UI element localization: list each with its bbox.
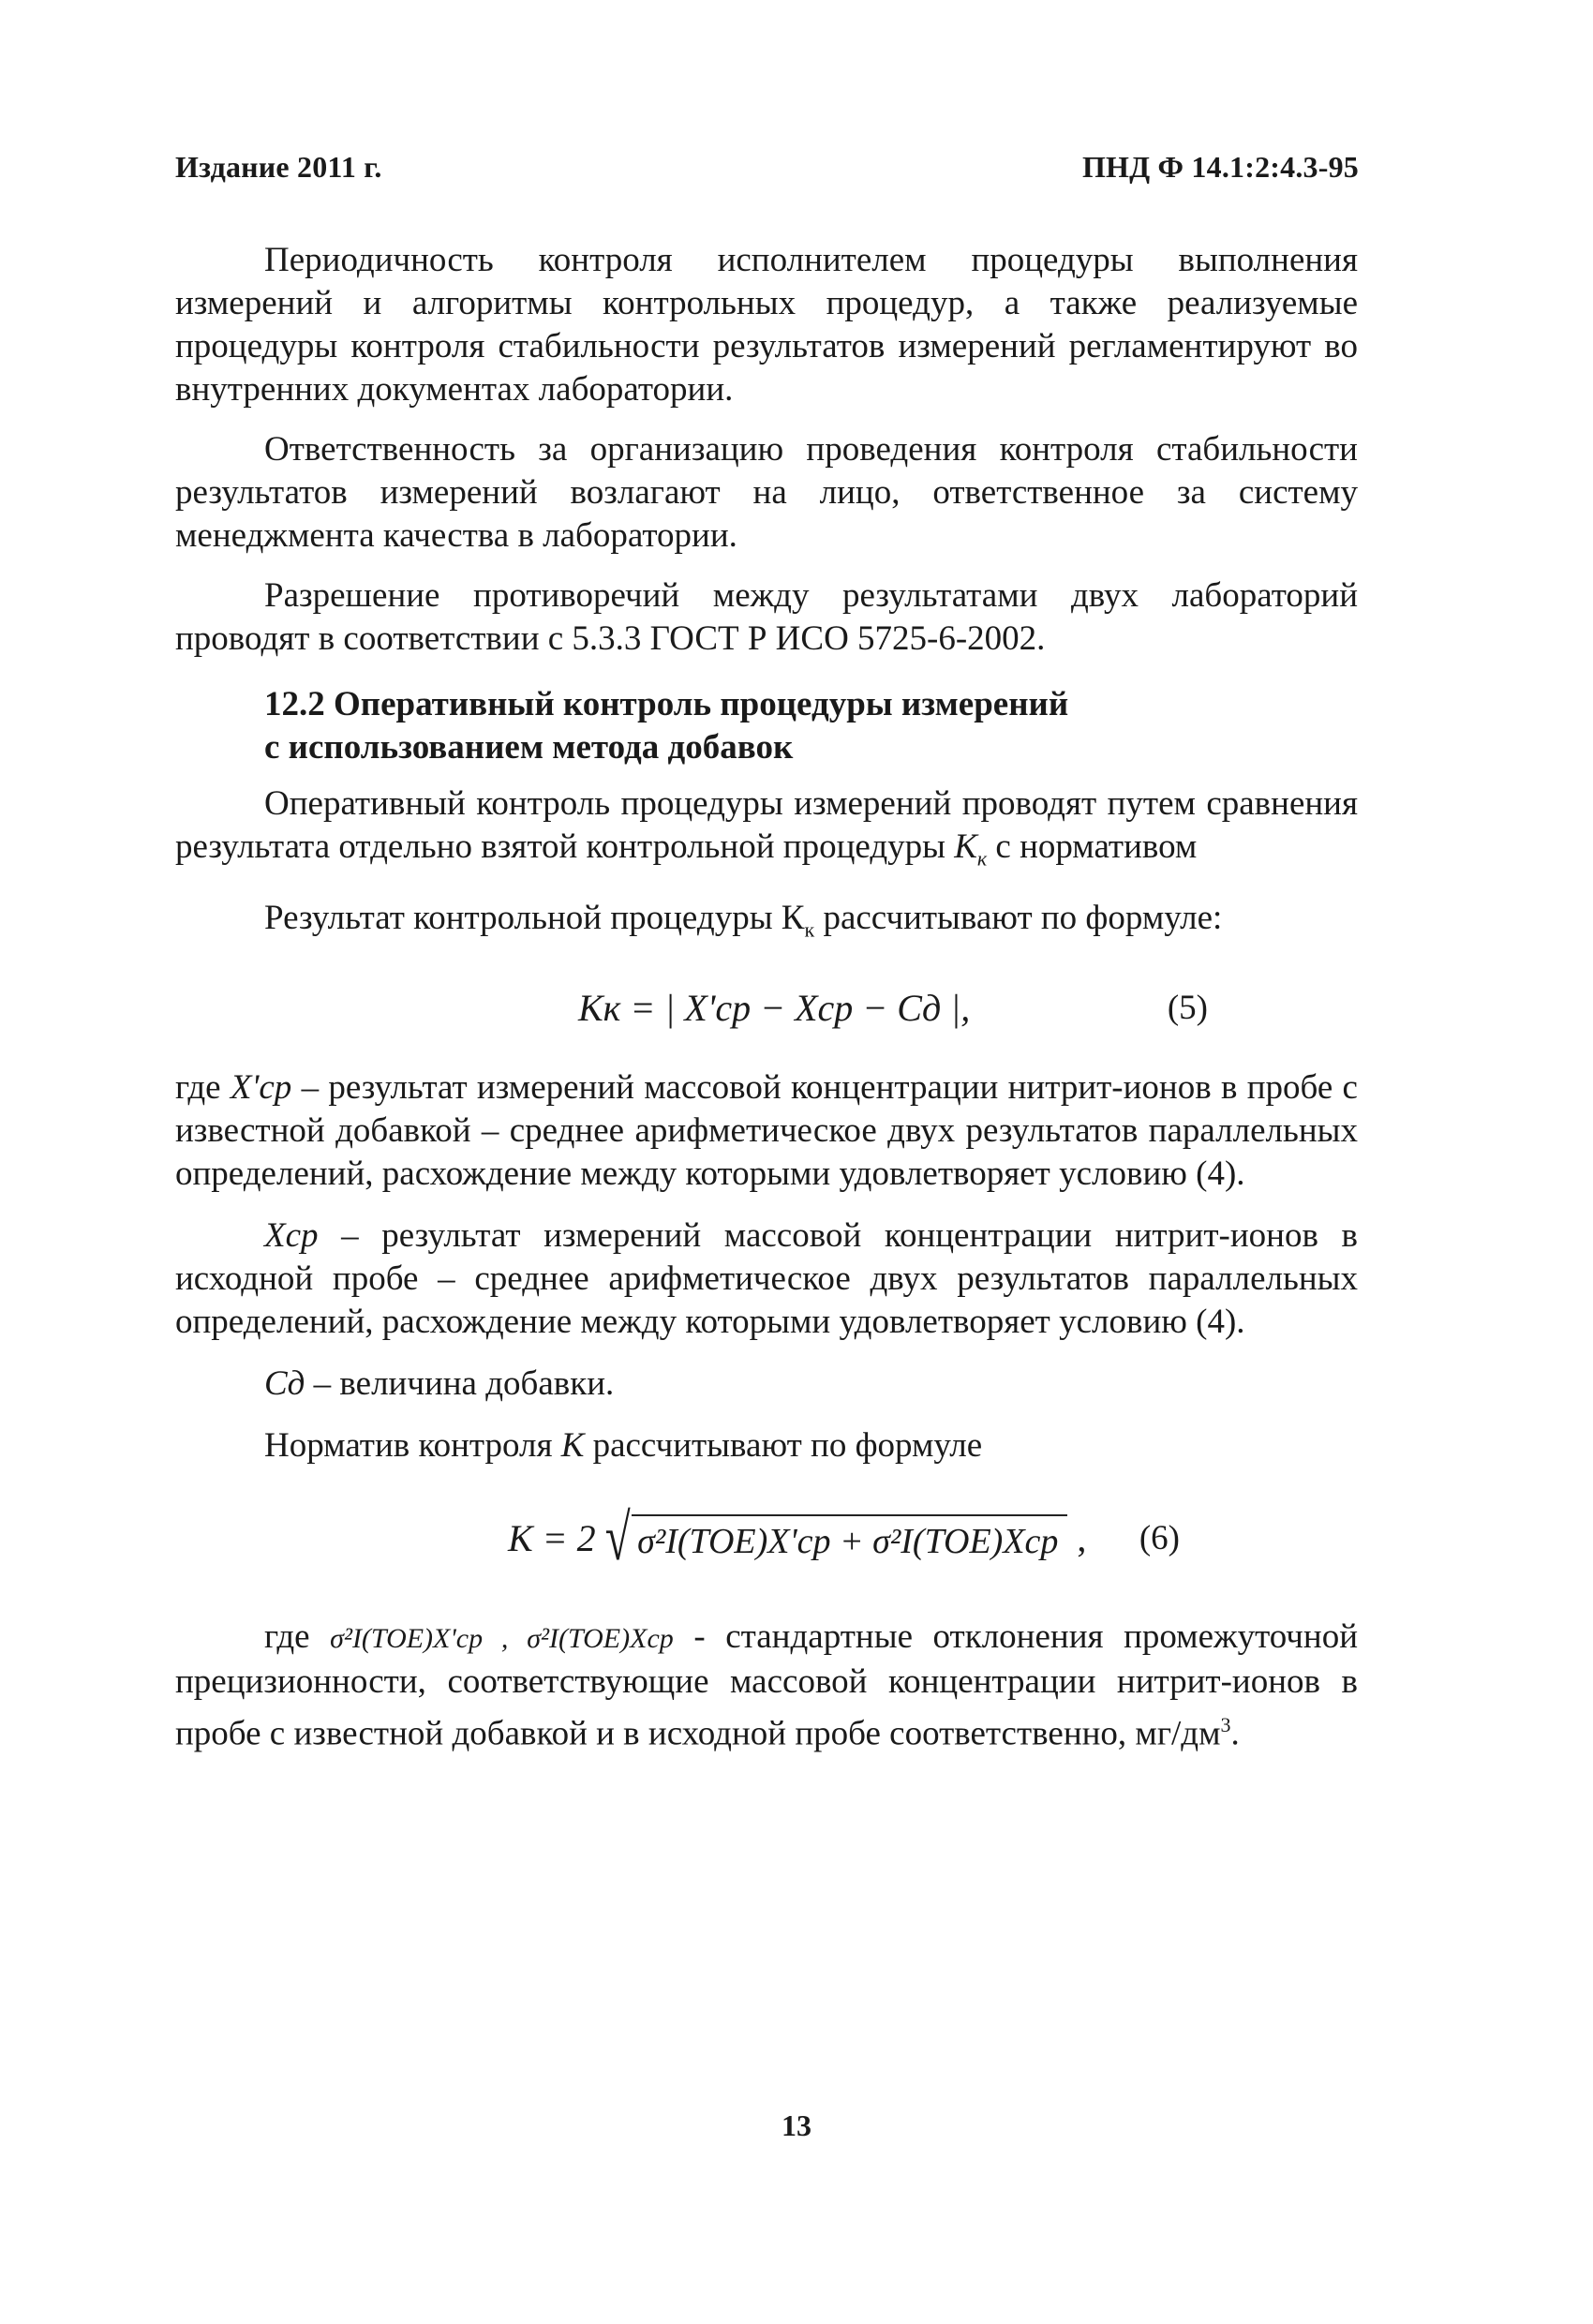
formula-5-expression: Kк = | X'ср − Xср − Cд |,: [578, 986, 971, 1029]
paragraph-calc: [175, 897, 1358, 951]
paragraph-norm: [175, 1424, 1358, 1467]
page-number: 13: [782, 2108, 811, 2142]
formula-6-lhs: K = 2: [508, 1516, 596, 1559]
intro-variable: $К_к$: [954, 827, 988, 871]
page-content: [175, 239, 1358, 1755]
square-root: [600, 1501, 1068, 1574]
where-label: где: [175, 1067, 231, 1107]
x-prime-description: – результат измерений массовой концентрации нитрит-ионов в пробе с известной добавкой – среднее арифметическое двух результатов параллельных определений, расхождение между которыми удовлетворяет условию (4).: [175, 1067, 1358, 1193]
norm-text-end: рассчитывают по формуле: [584, 1425, 983, 1465]
intro-text: Оперативный контроль процедуры измерений проводят путем сравнения результата отдельно взятой контрольной процедуры: [175, 784, 1358, 866]
definition-sigma: [175, 1616, 1358, 1755]
c-additive-variable: Cд: [264, 1363, 305, 1403]
paragraph-disputes: Разрешение противоречий между результатами двух лабораторий проводят в соответствии с 5.3.3 ГОСТ Р ИСО 5725-6-2002.: [175, 576, 1358, 658]
document-code-header: ПНД Ф 14.1:2:4.3-95: [1081, 150, 1359, 184]
unit-exponent: 3: [1220, 1712, 1231, 1736]
intro-text-end: с нормативом: [987, 827, 1198, 866]
paragraph-intro: [175, 782, 1358, 880]
formula-6-radicand: σ²I(TOE)X'ср + σ²I(TOE)Xср: [632, 1514, 1067, 1563]
formula-6-number: (6): [1139, 1518, 1180, 1557]
sigma-variables: σ²I(TOE)X'ср , σ²I(TOE)Xср: [330, 1622, 674, 1654]
formula-6-expression: [508, 1501, 1087, 1574]
sigma-period: .: [1230, 1714, 1240, 1753]
formula-5: [175, 975, 1358, 1042]
radical-sign-icon: √: [604, 1501, 631, 1574]
definition-x-prime: [175, 1066, 1358, 1196]
section-heading: [264, 683, 1358, 769]
calc-text: Результат контрольной процедуры К: [264, 899, 805, 938]
x-prime-variable: X'ср: [230, 1067, 292, 1107]
x-avg-description: – результат измерений массовой концентрации нитрит-ионов в исходной пробе – среднее арифметическое двух результатов параллельных определений, расхождение между которыми удовлетворяет условию (4).: [175, 1215, 1358, 1341]
calc-subscript: к: [804, 917, 815, 942]
calc-text-end: рассчитывают по формуле:: [814, 899, 1223, 938]
norm-variable: К: [560, 1425, 585, 1465]
formula-6: [175, 1494, 1358, 1584]
sigma-description: - стандартные отклонения промежуточной прецизионности, соответствующие массовой концентрации нитрит-ионов в пробе с известной добавкой и в исходной пробе соответственно, мг/дм: [175, 1616, 1359, 1753]
paragraph-periodicity: Периодичность контроля исполнителем процедуры выполнения измерений и алгоритмы контрольных процедур, а также реализуемые процедуры контроля стабильности результатов измерений регламентируют во внутренних документах лаборатории.: [175, 241, 1358, 409]
paragraph-responsibility: Ответственность за организацию проведения контроля стабильности результатов измерений возлагают на лицо, ответственное за систему менеджмента качества в лаборатории.: [175, 430, 1358, 555]
x-avg-variable: Xср: [264, 1215, 319, 1255]
norm-text: Норматив контроля: [264, 1425, 561, 1465]
edition-header: Издание 2011 г.: [175, 150, 382, 184]
c-additive-description: – величина добавки.: [305, 1363, 615, 1403]
where-label-sigma: где: [264, 1616, 310, 1656]
section-heading-line1: 12.2 Оперативный контроль процедуры измерений: [264, 685, 1069, 723]
formula-5-number: (5): [1167, 988, 1208, 1027]
definition-c-additive: [175, 1363, 1358, 1406]
definition-x-avg: [175, 1214, 1358, 1344]
formula-6-comma: ,: [1077, 1516, 1087, 1559]
section-heading-line2: с использованием метода добавок: [264, 728, 794, 767]
